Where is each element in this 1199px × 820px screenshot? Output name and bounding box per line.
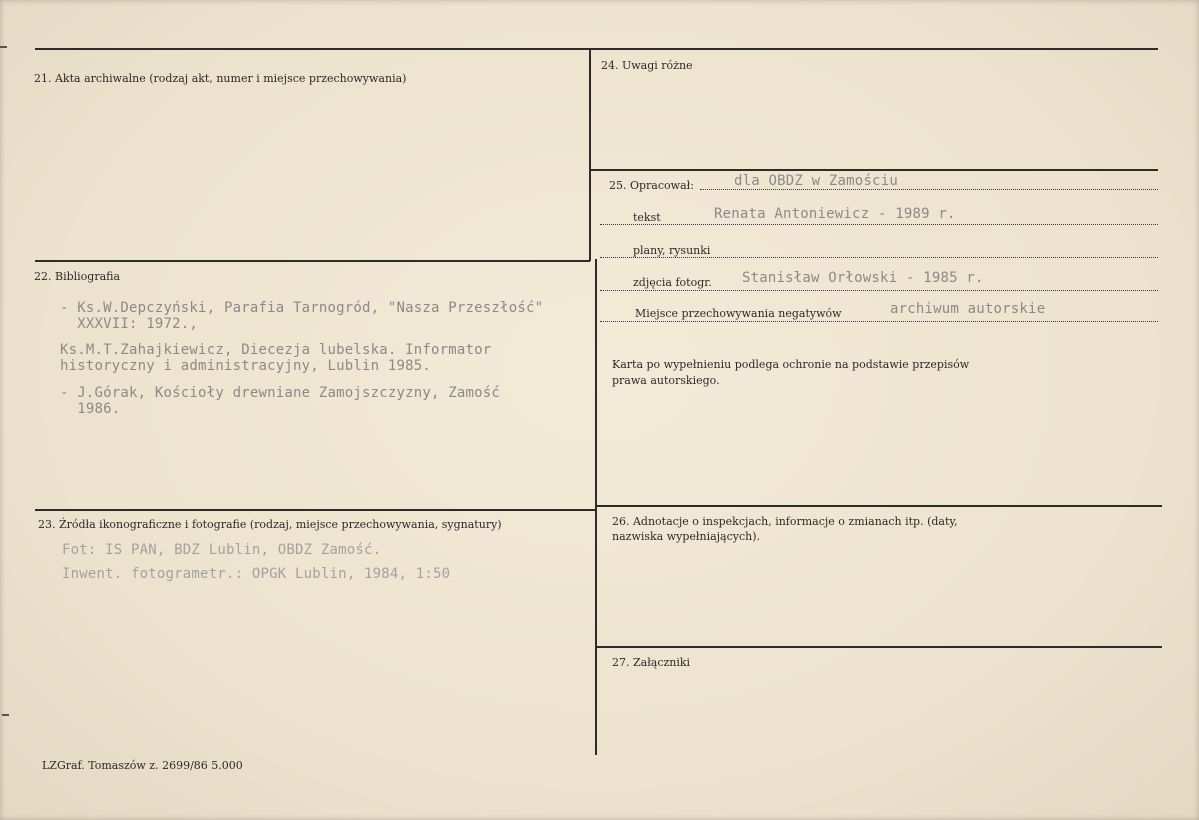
bibliography-entry: - J.Górak, Kościoły drewniane Zamojszczyzny, Zamość — [60, 385, 501, 401]
iconography-entry: Inwent. fotogrametr.: OPGK Lublin, 1984, 1:50 — [62, 566, 451, 582]
bibliography-entry: Ks.M.T.Zahajkiewicz, Diecezja lubelska. Informator — [60, 342, 492, 358]
tekst-value: Renata Antoniewicz - 1989 r. — [714, 206, 956, 222]
zdjecia-dotted-line — [600, 290, 1158, 291]
edge-tick-mark — [2, 714, 9, 716]
opracowal-dotted-line — [700, 189, 1158, 190]
bibliography-entry: - Ks.W.Depczyński, Parafia Tarnogród, "Nasza Przeszłość" — [60, 300, 544, 316]
zdjecia-label: zdjęcia fotogr. — [633, 276, 712, 289]
section-24-label: 24. Uwagi różne — [601, 59, 693, 72]
top-rule — [35, 48, 1158, 50]
tekst-label: tekst — [633, 211, 661, 224]
section-27-label: 27. Załączniki — [612, 656, 691, 669]
center-divider-lower — [595, 259, 597, 755]
negatywy-dotted-line — [600, 321, 1158, 322]
section-22-label: 22. Bibliografia — [34, 270, 121, 283]
rule-26-27 — [596, 646, 1162, 648]
tekst-dotted-line — [600, 224, 1158, 225]
plany-dotted-line — [600, 257, 1158, 258]
plany-label: plany, rysunki — [633, 244, 711, 257]
opracowal-value: dla OBDZ w Zamościu — [734, 173, 898, 189]
rule-25-26 — [596, 505, 1162, 507]
negatywy-label: Miejsce przechowywania negatywów — [635, 307, 842, 320]
center-divider — [589, 49, 591, 261]
printer-imprint: LZGraf. Tomaszów z. 2699/86 5.000 — [42, 759, 243, 772]
section-26-label: 26. Adnotacje o inspekcjach, informacje o zmianach itp. (daty, — [612, 515, 958, 528]
edge-tick-mark — [0, 46, 7, 48]
copyright-notice: prawa autorskiego. — [612, 374, 720, 387]
zdjecia-value: Stanisław Orłowski - 1985 r. — [742, 270, 984, 286]
bibliography-entry: 1986. — [60, 401, 121, 417]
bibliography-entry: XXXVII: 1972., — [60, 316, 199, 332]
bibliography-entry: historyczny i administracyjny, Lublin 1985. — [60, 358, 432, 374]
rule-21-22 — [35, 260, 590, 262]
section-21-label: 21. Akta archiwalne (rodzaj akt, numer i miejsce przechowywania) — [34, 72, 407, 85]
section-23-label: 23. Źródła ikonograficzne i fotografie (rodzaj, miejsce przechowywania, sygnatury) — [38, 518, 502, 531]
iconography-entry: Fot: IS PAN, BDZ Lublin, OBDZ Zamość. — [62, 542, 382, 558]
negatywy-value: archiwum autorskie — [890, 301, 1046, 317]
rule-24-25 — [590, 169, 1158, 171]
rule-22-23 — [35, 509, 595, 511]
copyright-notice: Karta po wypełnieniu podlega ochronie na podstawie przepisów — [612, 358, 970, 371]
section-26-label: nazwiska wypełniających). — [612, 530, 761, 543]
section-25-label: 25. Opracował: — [609, 179, 694, 192]
